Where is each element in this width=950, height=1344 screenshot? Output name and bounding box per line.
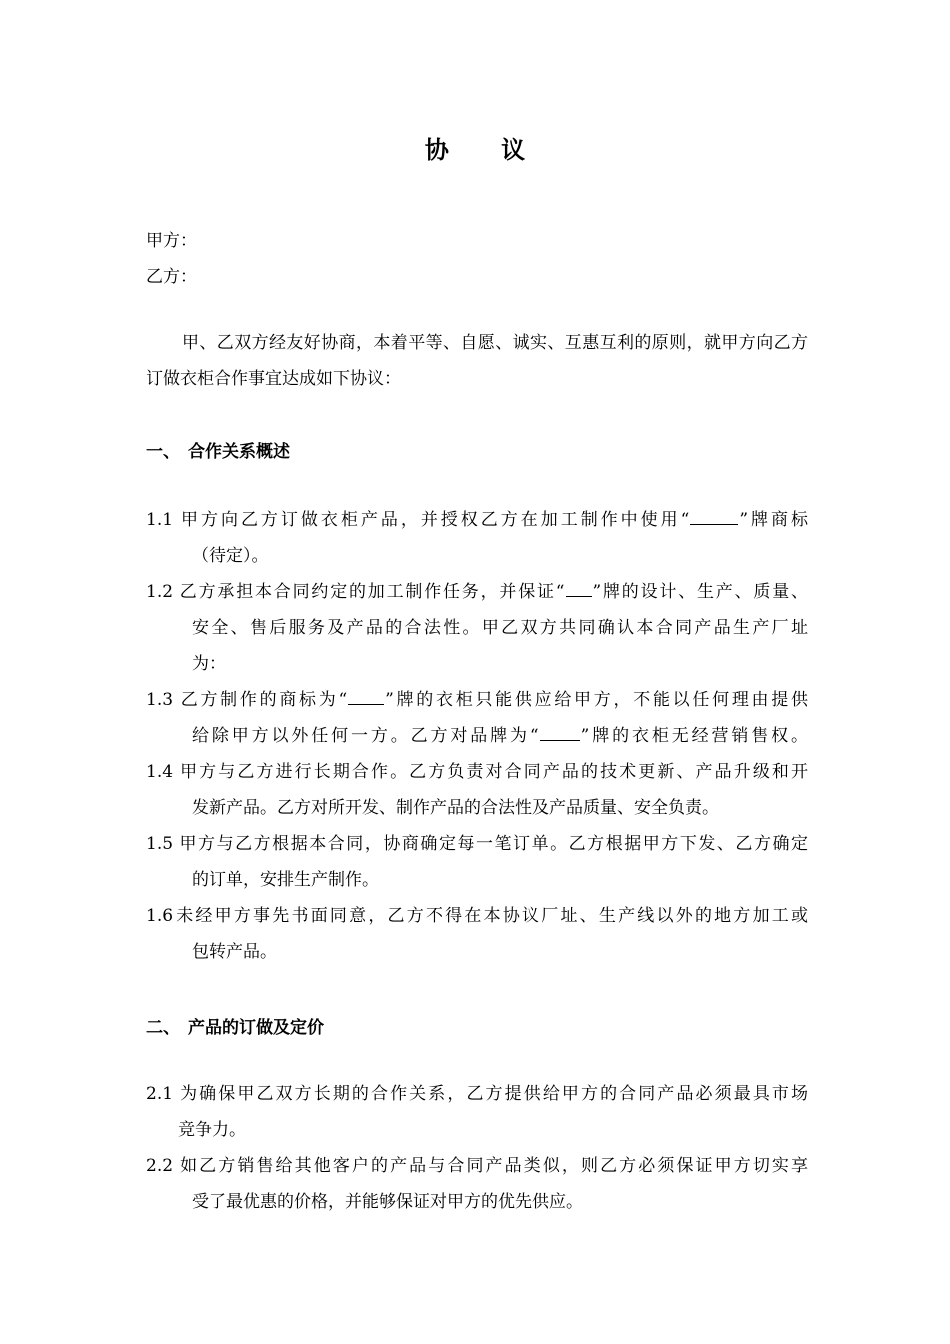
- clause-line: [146, 574, 808, 610]
- clause-1-5: [146, 826, 808, 898]
- section-1-heading: [146, 437, 290, 462]
- blank-underline: [348, 687, 384, 705]
- clause-number: 1.5: [146, 834, 174, 854]
- section-1-title: 合作关系概述: [188, 442, 290, 462]
- clause-line: 受了最优惠的价格，并能够保证对甲方的优先供应。: [192, 1192, 583, 1212]
- clause-1-1: [146, 502, 808, 574]
- clause-line: 的订单，安排生产制作。: [192, 870, 379, 890]
- clause-text: ”牌商标: [739, 510, 808, 530]
- clause-text: ”牌的设计、生产、质量、: [592, 582, 808, 602]
- clause-line: [146, 1148, 808, 1184]
- clause-line: [146, 718, 808, 754]
- party-a-label: 甲方：: [146, 231, 197, 251]
- clause-1-4: [146, 754, 808, 826]
- clause-1-3: [146, 682, 808, 754]
- clause-number: 1.4: [146, 762, 174, 782]
- clause-number: 2.2: [146, 1156, 174, 1176]
- party-b-label: 乙方：: [146, 267, 197, 287]
- intro-paragraph: 甲、乙双方经友好协商，本着平等、自愿、诚实、互惠互利的原则，就甲方向乙方订做衣柜合作事宜达成如下协议：: [146, 333, 808, 389]
- clause-1-6: [146, 898, 808, 970]
- clause-text: ”牌的衣柜只能供应给甲方，不能以任何理由提供: [385, 690, 808, 710]
- clause-line: 为：: [192, 654, 226, 674]
- section-2-title: 产品的订做及定价: [188, 1018, 324, 1038]
- clause-text: 甲方向乙方订做衣柜产品，并授权乙方在加工制作中使用“: [178, 510, 690, 530]
- clause-line: [146, 502, 808, 538]
- blank-underline: [540, 723, 580, 741]
- clause-2-2: [146, 1148, 808, 1220]
- clause-text: 给除甲方以外任何一方。乙方对品牌为“: [192, 726, 539, 746]
- clause-line: [146, 898, 808, 934]
- clause-number: 2.1: [146, 1084, 174, 1104]
- clause-text: 乙方制作的商标为“: [178, 690, 348, 710]
- clause-text: 甲方与乙方根据本合同，协商确定每一笔订单。乙方根据甲方下发、乙方确定: [178, 834, 808, 854]
- clause-line: 安全、售后服务及产品的合法性。甲乙双方共同确认本合同产品生产厂址: [192, 618, 808, 638]
- clause-line: [146, 1076, 808, 1112]
- clause-number: 1.6: [146, 906, 174, 926]
- clause-line: 发新产品。乙方对所开发、制作产品的合法性及产品质量、安全负责。: [192, 798, 719, 818]
- clause-line: 竞争力。: [178, 1120, 246, 1140]
- clause-line: [146, 754, 808, 790]
- clause-number: 1.3: [146, 690, 174, 710]
- clause-text: 甲方与乙方进行长期合作。乙方负责对合同产品的技术更新、产品升级和开: [178, 762, 808, 782]
- clause-line: 包转产品。: [192, 942, 277, 962]
- section-2-heading: [146, 1013, 324, 1038]
- document-title: 协 议: [424, 136, 548, 164]
- clause-number: 1.1: [146, 510, 174, 530]
- clause-text: ”牌的衣柜无经营销售权。: [580, 726, 808, 746]
- clause-line: （待定）。: [192, 546, 269, 566]
- clause-text: 为确保甲乙双方长期的合作关系，乙方提供给甲方的合同产品必须最具市场: [178, 1084, 808, 1104]
- clause-1-2: [146, 574, 808, 682]
- blank-underline: [690, 507, 738, 525]
- blank-underline: [566, 579, 592, 597]
- clause-line: [146, 682, 808, 718]
- clause-number: 1.2: [146, 582, 174, 602]
- clause-2-1: [146, 1076, 808, 1148]
- clause-line: [146, 826, 808, 862]
- clause-text: 乙方承担本合同约定的加工制作任务，并保证“: [178, 582, 565, 602]
- section-1-number: 一、: [146, 442, 180, 462]
- clause-text: 如乙方销售给其他客户的产品与合同产品类似，则乙方必须保证甲方切实享: [178, 1156, 808, 1176]
- section-2-number: 二、: [146, 1018, 180, 1038]
- clause-text: 未经甲方事先书面同意，乙方不得在本协议厂址、生产线以外的地方加工或: [174, 906, 808, 926]
